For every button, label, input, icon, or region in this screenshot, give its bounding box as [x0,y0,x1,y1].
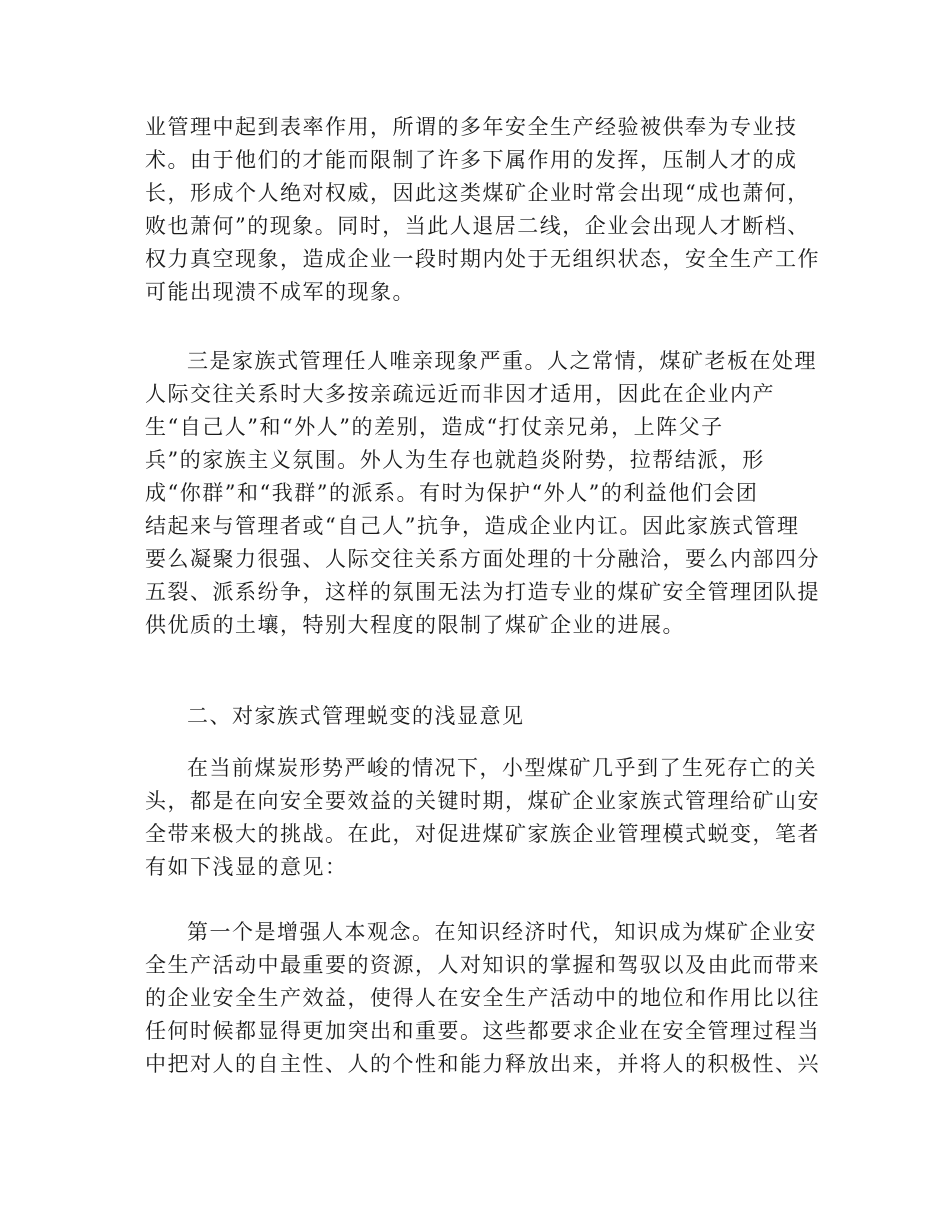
paragraph-3 [145,752,820,884]
paragraph-line: 权力真空现象，造成企业一段时期内处于无组织状态，安全生产工作 [145,247,820,271]
paragraph-line: 成“你群”和“我群”的派系。有时为保护“外人”的利益他们会团 [145,481,759,505]
section-heading-text: 二、对家族式管理蜕变的浅显意见 [187,704,525,728]
paragraph-line: 术。由于他们的才能而限制了许多下属作用的发挥，压制人才的成 [145,148,798,172]
paragraph-line: 业管理中起到表率作用，所谓的多年安全生产经验被供奉为专业技 [145,115,798,139]
paragraph-line: 头，都是在向安全要效益的关键时期，煤矿企业家族式管理给矿山安 [145,789,820,813]
paragraph-line: 的企业安全生产效益，使得人在安全生产活动中的地位和作用比以往 [145,986,820,1010]
paragraph-line: 生“自己人”和“外人”的差别，造成“打仗亲兄弟，上阵父子 [145,415,724,439]
paragraph-4 [145,916,820,1081]
paragraph-line: 全生产活动中最重要的资源，人对知识的掌握和驾驭以及由此而带来 [145,953,820,977]
paragraph-line: 五裂、派系纷争，这样的氛围无法为打造专业的煤矿安全管理团队提 [145,580,820,604]
paragraph-line: 结起来与管理者或“自己人”抗争，造成企业内讧。因此家族式管理 [145,514,800,538]
paragraph-2 [145,345,820,642]
paragraph-line: 供优质的土壤，特别大程度的限制了煤矿企业的进展。 [145,613,685,637]
paragraph-line: 有如下浅显的意见： [145,855,348,879]
paragraph-line: 三是家族式管理任人唯亲现象严重。人之常情，煤矿老板在处理 [187,349,817,373]
paragraph-line: 要么凝聚力很强、人际交往关系方面处理的十分融洽，要么内部四分 [145,547,820,571]
section-heading [145,700,805,733]
paragraph-line: 在当前煤炭形势严峻的情况下，小型煤矿几乎到了生死存亡的关 [187,756,817,780]
paragraph-1 [145,111,820,309]
paragraph-line: 可能出现溃不成军的现象。 [145,280,415,304]
paragraph-line: 中把对人的自主性、人的个性和能力释放出来，并将人的积极性、兴 [145,1052,820,1076]
paragraph-line: 人际交往关系时大多按亲疏远近而非因才适用，因此在企业内产 [145,382,775,406]
paragraph-line: 任何时候都显得更加突出和重要。这些都要求企业在安全管理过程当 [145,1019,820,1043]
paragraph-line: 败也萧何”的现象。同时，当此人退居二线，企业会出现人才断档、 [145,214,810,238]
paragraph-line: 长，形成个人绝对权威，因此这类煤矿企业时常会出现“成也萧何， [145,181,810,205]
paragraph-line: 第一个是增强人本观念。在知识经济时代，知识成为煤矿企业安 [187,920,817,944]
paragraph-line: 兵”的家族主义氛围。外人为生存也就趋炎附势，拉帮结派，形 [145,448,765,472]
paragraph-line: 全带来极大的挑战。在此，对促进煤矿家族企业管理模式蜕变，笔者 [145,822,820,846]
